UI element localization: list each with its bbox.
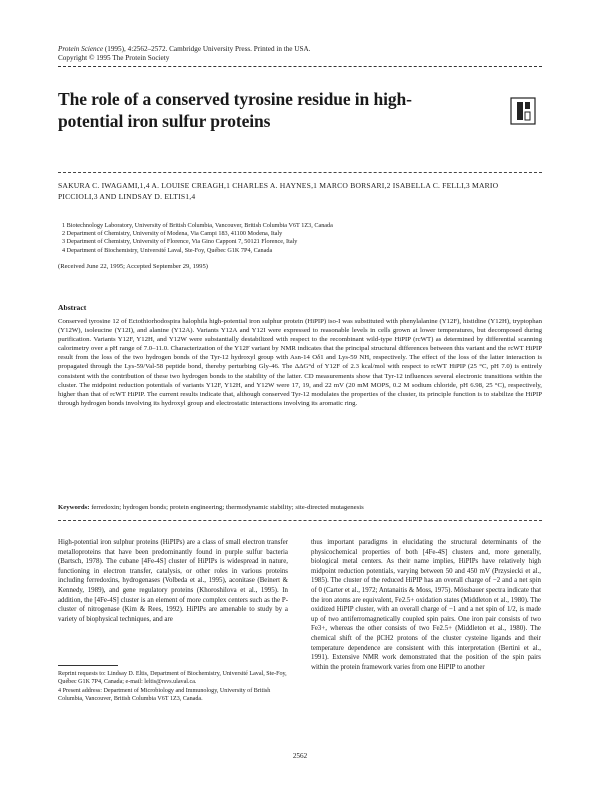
affiliation: 3 Department of Chemistry, University of Florence, Via Gino Capponi 7, 50121 Florence, Italy	[62, 238, 298, 246]
keywords-text: ferredoxin; hydrogen bonds; protein engineering; thermodynamic stability; site-directed mutagenesis	[91, 504, 364, 511]
footnote: Reprint requests to: Lindsay D. Eltis, Department of Biochemistry, Université Laval, Ste-Foy, Québec G1K 7P4, Canada; e-mail: leltis@rsvs.ulaval.ca.	[58, 671, 287, 685]
copyright-line: Copyright © 1995 The Protein Society	[58, 54, 170, 62]
keywords-label: Keywords:	[58, 504, 90, 511]
footnote: 4 Present address: Department of Microbiology and Immunology, University of British Columbia, Vancouver, British Columbia V6T 1Z3, Canada.	[58, 688, 271, 702]
affiliations	[62, 222, 532, 255]
affiliation: 2 Department of Chemistry, University of Modena, Via Campi 183, 41100 Modena, Italy	[62, 230, 283, 238]
author-list: SAKURA C. IWAGAMI,1,4 A. LOUISE CREAGH,1 CHARLES A. HAYNES,1 MARCO BORSARI,2 ISABELLA C. FELLI,3 MARIO PICCIOLI,3 AND LINDSAY D. ELTIS1,4	[58, 181, 499, 201]
footnotes	[58, 670, 288, 704]
journal-name: Protein Science	[58, 45, 104, 53]
abstract-text: Conserved tyrosine 12 of Ectothiorhodospira halophila high-potential iron sulphur protein (HiPIP) iso-I was substituted with phenylalanine (Y12F), histidine (Y12H), tryptophan (Y12W), isoleucine (Y12I), and alanine (Y12A). Variants Y12A and Y12I were expressed to reasonable levels in cells grown at lower temperatures, but decomposed during purification. Variants Y12F, Y12H, and Y12W were substantially destabilized with respect to the recombinant wild-type HiPIP (rcWT) as determined by differential scanning calorimetry over a pH range of 7.0–11.0. Characterization of the Y12F variant by NMR indicates that the principal structural differences between this variant and the rcWT HiPIP result from the loss of the two hydrogen bonds of the Tyr-12 hydroxyl group with Asn-14 Oδ1 and Lys-59 NH, respectively. The effect of the loss of the latter interaction is propagated through the Lys-59/Val-58 peptide bond, thereby perturbing Gly-46. The ΔΔG°d of Y12F of 2.3 kcal/mol with respect to rcWT HiPIP (25 °C, pH 7.0) is entirely consistent with the contribution of these two hydrogen bonds to the stability of the latter. CD measurements show that Tyr-12 influences several electronic transitions within the cluster. The midpoint reduction potentials of variants Y12F, Y12H, and Y12W were 17, 19, and 22 mV (20 mM MOPS, 0.2 M sodium chloride, pH 6.98, 25 °C), respectively, higher than that of rcWT HiPIP. The current results indicate that, although conserved Tyr-12 modulates the properties of the cluster, its principle function is to stabilize the HiPIP through hydrogen bonds involving its hydroxyl group and electrostatic interactions involving its aromatic ring.	[58, 318, 542, 407]
journal-citation	[58, 45, 310, 54]
received-dates: (Received June 22, 1995; Accepted September 29, 1995)	[58, 263, 208, 270]
body-column-right: thus important paradigms in elucidating the structural determinants of the physicochemical properties of both [4Fe-4S] clusters and, more generally, biological metal centers. As their name implies, HiPIPs have relatively high midpoint reduction potentials, varying between 50 and 450 mV (Przysiecki et al., 1985). The cluster of the reduced HiPIP has an overall charge of −2 and a net spin of 0 (Carter et al., 1972; Antanaitis & Moss, 1975). Mössbauer spectra indicate that the iron atoms are equivalent, Fe2.5+ oxidation states (Middleton et al., 1980). The oxidized HiPIP cluster, with an overall charge of −1 and a net spin of 1/2, is made up of two antiferromagnetically coupled spin pairs. One iron pair consists of two Fe3+, whereas the other consists of two Fe2.5+ (Middleton et al., 1980). The chemical shift of the βCH2 protons of the cluster cysteine ligands and their temperature dependence are consistent with this interpretation (Bertini et al., 1991). Extensive NMR work demonstrated that the position of the spin pairs within the protein framework varies from one HiPIP to another	[311, 539, 541, 671]
page-number: 2562	[292, 752, 308, 760]
affiliation: 4 Department of Biochemistry, Université Laval, Ste-Foy, Québec G1K 7P4, Canada	[62, 246, 273, 254]
affiliation: 1 Biotechnology Laboratory, University of British Columbia, Vancouver, British Columbia V6T 1Z3, Canada	[62, 222, 333, 229]
article-title: The role of a conserved tyrosine residue in high-potential iron sulfur proteins	[58, 89, 412, 131]
citation-details: (1995), 4:2562–2572. Cambridge University Press. Printed in the USA.	[104, 45, 311, 53]
keywords	[58, 503, 542, 512]
protein-society-logo-icon	[508, 96, 538, 126]
title-rule	[58, 172, 542, 173]
footnote-rule	[58, 665, 118, 666]
abstract-heading: Abstract	[58, 303, 87, 312]
body-column-left: High-potential iron sulphur proteins (HiPIPs) are a class of small electron transfer metalloproteins that have been predominantly found in purple sulfur bacteria (Bartsch, 1978). The cubane [4Fe-4S] cluster of HiPIPs is widespread in nature, functioning in electron transfer, catalysis, or other roles in various proteins including ferredoxins, hydrogenases (Volbeda et al., 1995), aconitase (Beinert & Kennedy, 1989), and gene regulatory proteins (Khoroshilova et al., 1995). In addition, the [4Fe-4S] cluster is an element of more complex centers such as the P-cluster of nitrogenase (Kim & Rees, 1992). HiPIPs are amenable to study by a variety of biophysical techniques, and are	[58, 539, 288, 623]
header-rule	[58, 66, 542, 67]
abstract-rule	[58, 520, 542, 521]
